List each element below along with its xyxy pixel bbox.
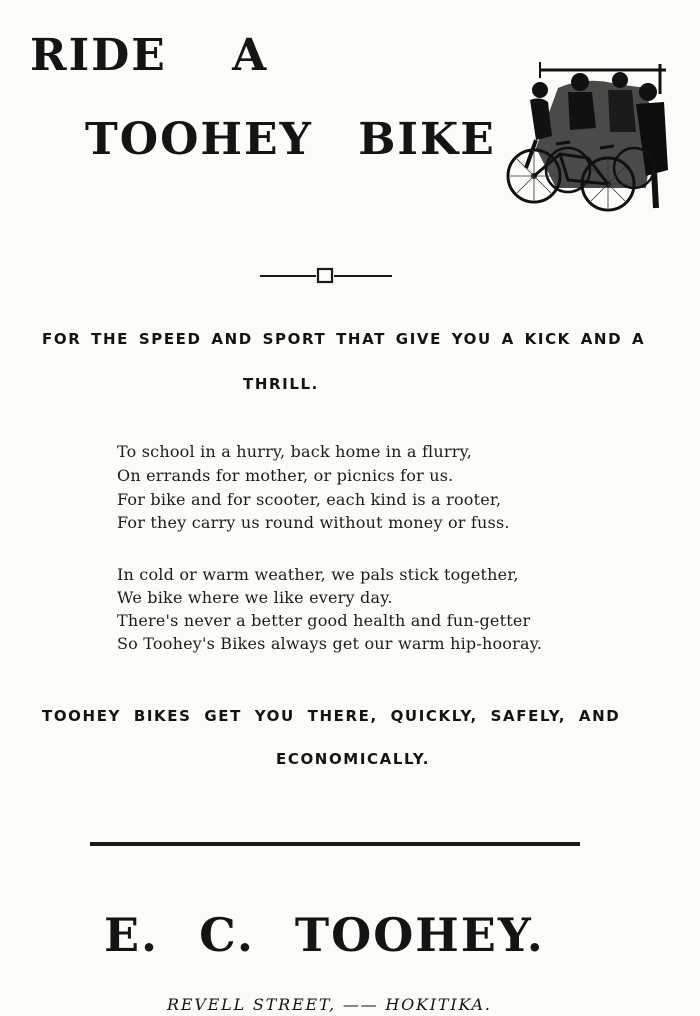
- verse-line: For bike and for scooter, each kind is a rooter,: [117, 490, 502, 509]
- verse-line: For they carry us round without money or fuss.: [117, 513, 510, 532]
- divider-rule: [90, 842, 580, 846]
- merchant-address: REVELL STREET, —— HOKITIKA.: [167, 995, 492, 1014]
- closing-line-1: TOOHEY BIKES GET YOU THERE, QUICKLY, SAFELY, AND: [42, 707, 621, 725]
- cyclists-illustration: [496, 58, 672, 214]
- verse-line: To school in a hurry, back home in a flurry,: [117, 442, 472, 461]
- ornament-divider: [258, 264, 394, 288]
- verse-line: On errands for mother, or picnics for us.: [117, 466, 454, 485]
- tagline-line-1: FOR THE SPEED AND SPORT THAT GIVE YOU A KICK AND A: [42, 330, 646, 348]
- tagline-line-2: THRILL.: [243, 375, 319, 393]
- verse-line: We bike where we like every day.: [117, 588, 393, 607]
- closing-line-2: ECONOMICALLY.: [276, 750, 431, 768]
- verse-line: There's never a better good health and fun-getter: [117, 611, 531, 630]
- headline-ride-a: RIDE A: [30, 30, 269, 81]
- verse-line: So Toohey's Bikes always get our warm hip-hooray.: [117, 634, 543, 653]
- headline-toohey-bike: TOOHEY BIKE: [85, 114, 496, 165]
- verse-line: In cold or warm weather, we pals stick together,: [117, 565, 519, 584]
- merchant-name: E. C. TOOHEY.: [104, 908, 545, 962]
